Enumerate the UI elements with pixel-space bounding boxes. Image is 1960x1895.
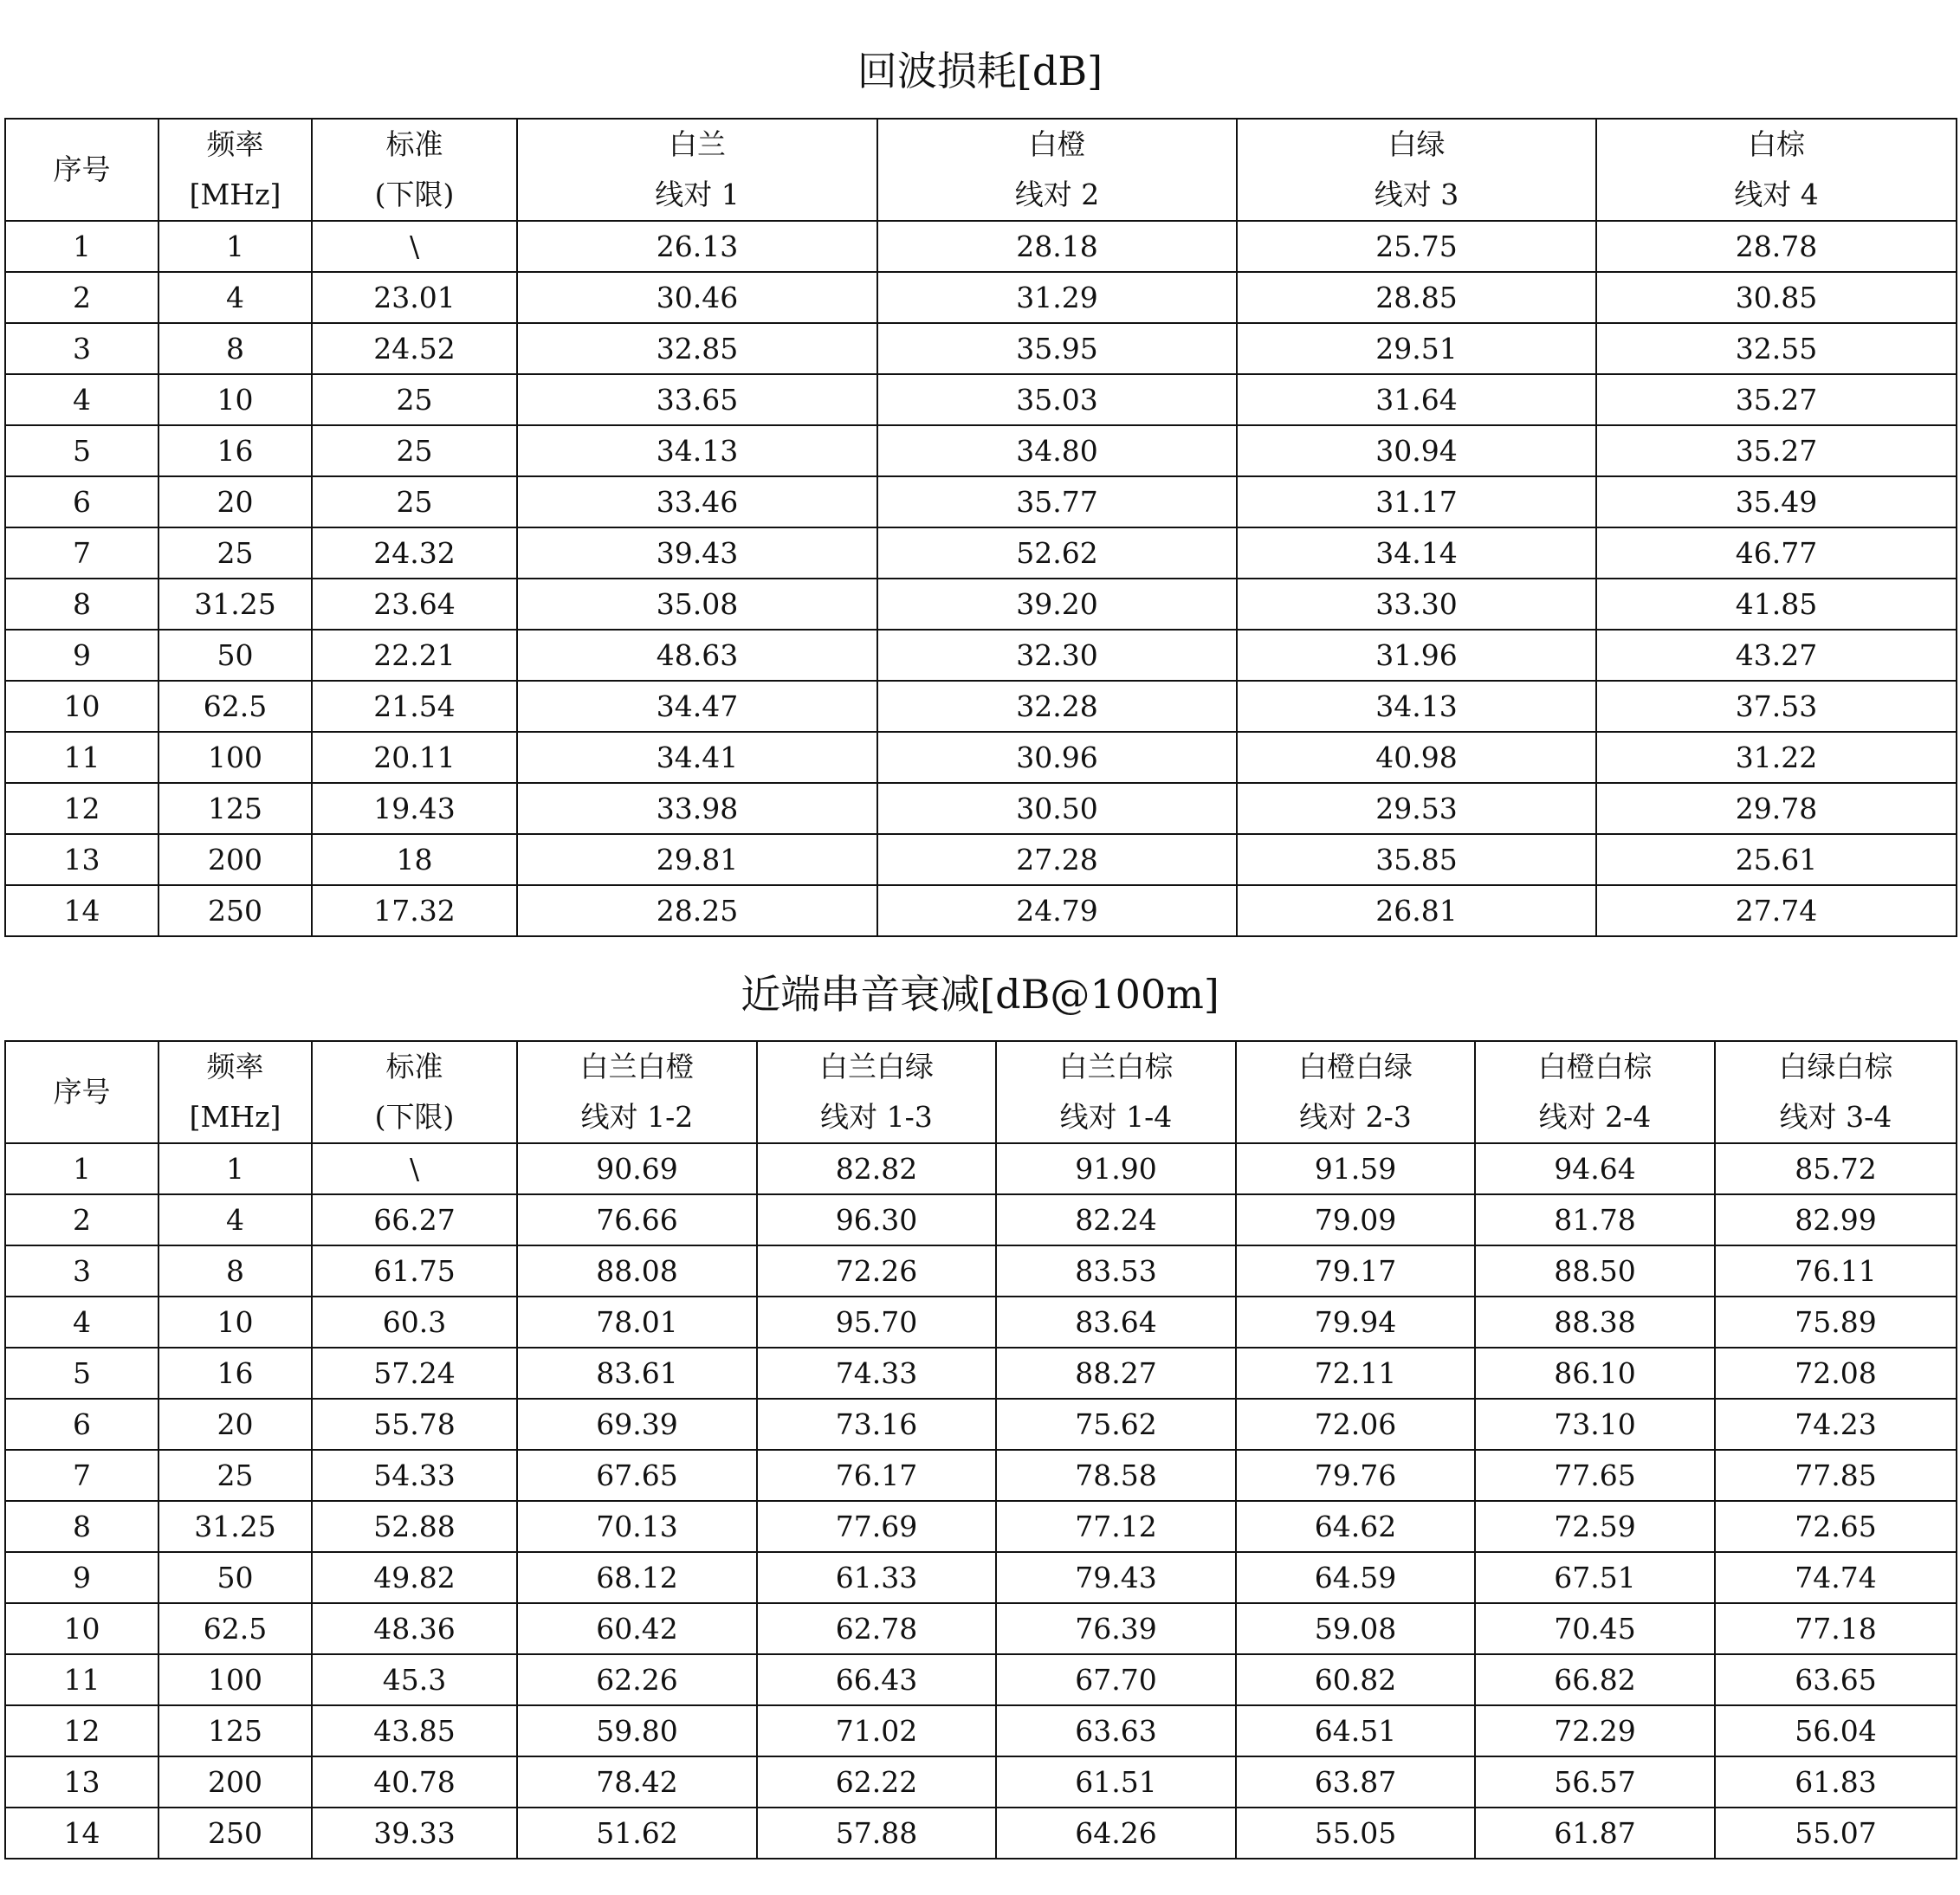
table-cell: 10 xyxy=(5,1603,158,1654)
table-cell: 55.05 xyxy=(1236,1808,1475,1859)
table-cell: 50 xyxy=(158,630,312,681)
table-cell: 52.88 xyxy=(312,1501,517,1552)
table-cell: 25.61 xyxy=(1596,834,1957,885)
table-cell: 57.24 xyxy=(312,1348,517,1399)
table-cell: 125 xyxy=(158,1705,312,1756)
table-row xyxy=(5,1245,1957,1297)
table-cell: 88.08 xyxy=(517,1245,757,1297)
table-cell: 63.87 xyxy=(1236,1756,1475,1808)
table-cell: 78.58 xyxy=(996,1450,1236,1501)
table-cell: 28.18 xyxy=(877,221,1237,272)
table-cell: 82.82 xyxy=(757,1143,996,1194)
table-cell: 81.78 xyxy=(1475,1194,1715,1245)
return-loss-body xyxy=(5,221,1957,936)
table-cell: 67.70 xyxy=(996,1654,1236,1705)
table-cell: 28.25 xyxy=(517,885,877,936)
table-cell: 6 xyxy=(5,1399,158,1450)
table-cell: 13 xyxy=(5,1756,158,1808)
table-cell: 62.22 xyxy=(757,1756,996,1808)
table-cell: 82.99 xyxy=(1715,1194,1957,1245)
table-cell: 5 xyxy=(5,1348,158,1399)
table-cell: 94.64 xyxy=(1475,1143,1715,1194)
table-cell: 66.82 xyxy=(1475,1654,1715,1705)
table-cell: 61.87 xyxy=(1475,1808,1715,1859)
table-cell: 1 xyxy=(5,221,158,272)
table-cell: 64.62 xyxy=(1236,1501,1475,1552)
table-cell: 100 xyxy=(158,732,312,783)
table-cell: 61.33 xyxy=(757,1552,996,1603)
table-cell: 48.63 xyxy=(517,630,877,681)
table-cell: 4 xyxy=(5,374,158,425)
table-cell: 8 xyxy=(5,1501,158,1552)
next-table xyxy=(4,1040,1957,1859)
table-cell: 74.33 xyxy=(757,1348,996,1399)
table-cell: 74.74 xyxy=(1715,1552,1957,1603)
table-cell: 91.90 xyxy=(996,1143,1236,1194)
table-cell: 95.70 xyxy=(757,1297,996,1348)
table-cell: 61.75 xyxy=(312,1245,517,1297)
table-row xyxy=(5,681,1957,732)
table-cell: 43.27 xyxy=(1596,630,1957,681)
table-cell: 75.89 xyxy=(1715,1297,1957,1348)
table-cell: 83.64 xyxy=(996,1297,1236,1348)
table-cell: 79.43 xyxy=(996,1552,1236,1603)
table-cell: 79.17 xyxy=(1236,1245,1475,1297)
table-cell: 35.08 xyxy=(517,579,877,630)
table-row xyxy=(5,885,1957,936)
header-pair-1-4: 白兰白棕 线对 1-4 xyxy=(996,1041,1236,1143)
table-cell: 10 xyxy=(5,681,158,732)
table-cell: 46.77 xyxy=(1596,527,1957,579)
table-cell: 56.04 xyxy=(1715,1705,1957,1756)
table-cell: 83.53 xyxy=(996,1245,1236,1297)
table-cell: 88.27 xyxy=(996,1348,1236,1399)
table-cell: 73.16 xyxy=(757,1399,996,1450)
table-cell: 21.54 xyxy=(312,681,517,732)
table-cell: 10 xyxy=(158,1297,312,1348)
table-cell: 37.53 xyxy=(1596,681,1957,732)
table-cell: 35.27 xyxy=(1596,374,1957,425)
table-cell: 88.38 xyxy=(1475,1297,1715,1348)
table-row xyxy=(5,272,1957,323)
table-cell: 72.59 xyxy=(1475,1501,1715,1552)
table-cell: 11 xyxy=(5,732,158,783)
next-header xyxy=(5,1041,1957,1143)
table-cell: 32.28 xyxy=(877,681,1237,732)
table-cell: 9 xyxy=(5,630,158,681)
table-cell: 67.51 xyxy=(1475,1552,1715,1603)
table-cell: 45.3 xyxy=(312,1654,517,1705)
table-cell: 83.61 xyxy=(517,1348,757,1399)
header-standard: 标准 (下限) xyxy=(312,119,517,221)
table-cell: 35.77 xyxy=(877,476,1237,527)
table-cell: 31.22 xyxy=(1596,732,1957,783)
table-cell: 63.65 xyxy=(1715,1654,1957,1705)
table-row xyxy=(5,1603,1957,1654)
table-cell: 62.5 xyxy=(158,681,312,732)
table-cell: 35.95 xyxy=(877,323,1237,374)
table-cell: 86.10 xyxy=(1475,1348,1715,1399)
table-cell: 24.52 xyxy=(312,323,517,374)
return-loss-table xyxy=(4,118,1957,937)
header-index: 序号 xyxy=(5,1041,158,1143)
table-cell: 3 xyxy=(5,1245,158,1297)
return-loss-title: 回波损耗[dB] xyxy=(857,48,1103,94)
header-pair-2-4: 白橙白棕 线对 2-4 xyxy=(1475,1041,1715,1143)
table-cell: 24.32 xyxy=(312,527,517,579)
table-cell: 79.76 xyxy=(1236,1450,1475,1501)
table-cell: 14 xyxy=(5,1808,158,1859)
table-cell: 49.82 xyxy=(312,1552,517,1603)
table-cell: 100 xyxy=(158,1654,312,1705)
table-cell: 8 xyxy=(5,579,158,630)
table-cell: 33.46 xyxy=(517,476,877,527)
table-cell: 7 xyxy=(5,527,158,579)
table-cell: \ xyxy=(312,1143,517,1194)
table-row xyxy=(5,1501,1957,1552)
table-row xyxy=(5,1808,1957,1859)
table-cell: 10 xyxy=(158,374,312,425)
table-cell: 85.72 xyxy=(1715,1143,1957,1194)
table-cell: 23.64 xyxy=(312,579,517,630)
table-cell: 40.98 xyxy=(1237,732,1596,783)
table-cell: 13 xyxy=(5,834,158,885)
table-cell: 64.26 xyxy=(996,1808,1236,1859)
table-cell: 72.29 xyxy=(1475,1705,1715,1756)
table-cell: 41.85 xyxy=(1596,579,1957,630)
table-cell: 28.78 xyxy=(1596,221,1957,272)
table-cell: 76.11 xyxy=(1715,1245,1957,1297)
table-cell: 34.13 xyxy=(1237,681,1596,732)
table-cell: 72.65 xyxy=(1715,1501,1957,1552)
table-cell: 66.43 xyxy=(757,1654,996,1705)
table-row xyxy=(5,476,1957,527)
table-cell: 25 xyxy=(158,527,312,579)
table-cell: 33.98 xyxy=(517,783,877,834)
table-row xyxy=(5,1654,1957,1705)
table-cell: 32.30 xyxy=(877,630,1237,681)
table-cell: 200 xyxy=(158,1756,312,1808)
table-cell: 31.25 xyxy=(158,1501,312,1552)
table-cell: 31.64 xyxy=(1237,374,1596,425)
table-cell: 75.62 xyxy=(996,1399,1236,1450)
table-cell: 59.80 xyxy=(517,1705,757,1756)
table-cell: 17.32 xyxy=(312,885,517,936)
table-cell: 79.09 xyxy=(1236,1194,1475,1245)
table-cell: 91.59 xyxy=(1236,1143,1475,1194)
header-pair-3: 白绿 线对 3 xyxy=(1237,119,1596,221)
table-cell: 29.81 xyxy=(517,834,877,885)
table-cell: 27.28 xyxy=(877,834,1237,885)
table-cell: 62.78 xyxy=(757,1603,996,1654)
table-cell: 35.49 xyxy=(1596,476,1957,527)
table-cell: 72.11 xyxy=(1236,1348,1475,1399)
table-cell: 12 xyxy=(5,1705,158,1756)
table-cell: 52.62 xyxy=(877,527,1237,579)
table-cell: 48.36 xyxy=(312,1603,517,1654)
table-cell: 76.66 xyxy=(517,1194,757,1245)
table-cell: 18 xyxy=(312,834,517,885)
table-cell: 76.17 xyxy=(757,1450,996,1501)
header-pair-1: 白兰 线对 1 xyxy=(517,119,877,221)
header-pair-2-3: 白橙白绿 线对 2-3 xyxy=(1236,1041,1475,1143)
table-cell: 16 xyxy=(158,425,312,476)
table-cell: 31.96 xyxy=(1237,630,1596,681)
table-row xyxy=(5,1194,1957,1245)
table-cell: \ xyxy=(312,221,517,272)
header-pair-1-2: 白兰白橙 线对 1-2 xyxy=(517,1041,757,1143)
table-cell: 1 xyxy=(158,1143,312,1194)
header-row xyxy=(5,119,1957,221)
table-cell: 9 xyxy=(5,1552,158,1603)
table-cell: 88.50 xyxy=(1475,1245,1715,1297)
header-pair-4: 白棕 线对 4 xyxy=(1596,119,1957,221)
table-cell: 23.01 xyxy=(312,272,517,323)
table-cell: 8 xyxy=(158,323,312,374)
table-cell: 76.39 xyxy=(996,1603,1236,1654)
table-cell: 73.10 xyxy=(1475,1399,1715,1450)
table-cell: 4 xyxy=(158,1194,312,1245)
table-cell: 50 xyxy=(158,1552,312,1603)
table-cell: 60.3 xyxy=(312,1297,517,1348)
table-cell: 74.23 xyxy=(1715,1399,1957,1450)
table-cell: 25.75 xyxy=(1237,221,1596,272)
table-cell: 77.65 xyxy=(1475,1450,1715,1501)
table-cell: 19.43 xyxy=(312,783,517,834)
table-cell: 5 xyxy=(5,425,158,476)
table-row xyxy=(5,1705,1957,1756)
table-cell: 43.85 xyxy=(312,1705,517,1756)
table-cell: 35.85 xyxy=(1237,834,1596,885)
table-cell: 77.69 xyxy=(757,1501,996,1552)
table-cell: 2 xyxy=(5,272,158,323)
table-cell: 61.51 xyxy=(996,1756,1236,1808)
table-row xyxy=(5,527,1957,579)
table-cell: 64.59 xyxy=(1236,1552,1475,1603)
table-cell: 20.11 xyxy=(312,732,517,783)
table-cell: 61.83 xyxy=(1715,1756,1957,1808)
table-cell: 62.5 xyxy=(158,1603,312,1654)
table-row xyxy=(5,323,1957,374)
table-cell: 12 xyxy=(5,783,158,834)
header-frequency: 频率 [MHz] xyxy=(158,1041,312,1143)
table-cell: 72.06 xyxy=(1236,1399,1475,1450)
table-cell: 69.39 xyxy=(517,1399,757,1450)
table-cell: 57.88 xyxy=(757,1808,996,1859)
table-cell: 4 xyxy=(158,272,312,323)
next-title: 近端串音衰减[dB@100m] xyxy=(741,971,1219,1018)
table-cell: 25 xyxy=(312,476,517,527)
table-cell: 24.79 xyxy=(877,885,1237,936)
table-cell: 77.18 xyxy=(1715,1603,1957,1654)
table-cell: 26.13 xyxy=(517,221,877,272)
table-cell: 66.27 xyxy=(312,1194,517,1245)
table-cell: 11 xyxy=(5,1654,158,1705)
table-cell: 51.62 xyxy=(517,1808,757,1859)
table-cell: 55.78 xyxy=(312,1399,517,1450)
table-cell: 78.42 xyxy=(517,1756,757,1808)
table-cell: 20 xyxy=(158,476,312,527)
table-cell: 29.78 xyxy=(1596,783,1957,834)
table-cell: 29.51 xyxy=(1237,323,1596,374)
table-cell: 29.53 xyxy=(1237,783,1596,834)
table-cell: 82.24 xyxy=(996,1194,1236,1245)
table-cell: 62.26 xyxy=(517,1654,757,1705)
table-cell: 67.65 xyxy=(517,1450,757,1501)
table-cell: 26.81 xyxy=(1237,885,1596,936)
table-row xyxy=(5,1348,1957,1399)
table-row xyxy=(5,783,1957,834)
table-row xyxy=(5,374,1957,425)
header-standard: 标准 (下限) xyxy=(312,1041,517,1143)
table-cell: 16 xyxy=(158,1348,312,1399)
table-cell: 96.30 xyxy=(757,1194,996,1245)
table-cell: 1 xyxy=(5,1143,158,1194)
table-row xyxy=(5,425,1957,476)
table-cell: 79.94 xyxy=(1236,1297,1475,1348)
table-cell: 33.30 xyxy=(1237,579,1596,630)
table-cell: 32.55 xyxy=(1596,323,1957,374)
table-row xyxy=(5,1552,1957,1603)
table-cell: 31.29 xyxy=(877,272,1237,323)
table-cell: 32.85 xyxy=(517,323,877,374)
table-cell: 200 xyxy=(158,834,312,885)
table-cell: 250 xyxy=(158,1808,312,1859)
table-cell: 3 xyxy=(5,323,158,374)
table-row xyxy=(5,221,1957,272)
table-cell: 30.46 xyxy=(517,272,877,323)
table-cell: 20 xyxy=(158,1399,312,1450)
table-row xyxy=(5,1450,1957,1501)
table-cell: 33.65 xyxy=(517,374,877,425)
table-cell: 34.80 xyxy=(877,425,1237,476)
table-cell: 7 xyxy=(5,1450,158,1501)
table-cell: 70.13 xyxy=(517,1501,757,1552)
table-row xyxy=(5,1143,1957,1194)
table-cell: 72.26 xyxy=(757,1245,996,1297)
table-cell: 6 xyxy=(5,476,158,527)
table-cell: 30.94 xyxy=(1237,425,1596,476)
table-cell: 34.13 xyxy=(517,425,877,476)
table-cell: 28.85 xyxy=(1237,272,1596,323)
table-cell: 35.27 xyxy=(1596,425,1957,476)
table-cell: 78.01 xyxy=(517,1297,757,1348)
table-row xyxy=(5,1297,1957,1348)
table-cell: 64.51 xyxy=(1236,1705,1475,1756)
table-cell: 34.47 xyxy=(517,681,877,732)
table-cell: 60.82 xyxy=(1236,1654,1475,1705)
next-body xyxy=(5,1143,1957,1859)
table-cell: 34.14 xyxy=(1237,527,1596,579)
table-cell: 68.12 xyxy=(517,1552,757,1603)
table-cell: 14 xyxy=(5,885,158,936)
table-cell: 22.21 xyxy=(312,630,517,681)
table-cell: 70.45 xyxy=(1475,1603,1715,1654)
table-cell: 25 xyxy=(312,374,517,425)
table-cell: 8 xyxy=(158,1245,312,1297)
table-cell: 72.08 xyxy=(1715,1348,1957,1399)
header-index: 序号 xyxy=(5,119,158,221)
table-row xyxy=(5,579,1957,630)
table-row xyxy=(5,630,1957,681)
table-cell: 25 xyxy=(312,425,517,476)
table-cell: 30.50 xyxy=(877,783,1237,834)
table-cell: 4 xyxy=(5,1297,158,1348)
table-cell: 71.02 xyxy=(757,1705,996,1756)
table-cell: 125 xyxy=(158,783,312,834)
table-cell: 30.96 xyxy=(877,732,1237,783)
table-cell: 250 xyxy=(158,885,312,936)
table-cell: 39.43 xyxy=(517,527,877,579)
table-cell: 59.08 xyxy=(1236,1603,1475,1654)
header-pair-3-4: 白绿白棕 线对 3-4 xyxy=(1715,1041,1957,1143)
table-row xyxy=(5,732,1957,783)
table-cell: 30.85 xyxy=(1596,272,1957,323)
table-cell: 1 xyxy=(158,221,312,272)
table-cell: 63.63 xyxy=(996,1705,1236,1756)
table-row xyxy=(5,834,1957,885)
table-cell: 54.33 xyxy=(312,1450,517,1501)
header-pair-2: 白橙 线对 2 xyxy=(877,119,1237,221)
table-cell: 90.69 xyxy=(517,1143,757,1194)
return-loss-header xyxy=(5,119,1957,221)
header-row xyxy=(5,1041,1957,1143)
table-cell: 60.42 xyxy=(517,1603,757,1654)
table-cell: 35.03 xyxy=(877,374,1237,425)
table-cell: 40.78 xyxy=(312,1756,517,1808)
table-cell: 25 xyxy=(158,1450,312,1501)
table-cell: 39.33 xyxy=(312,1808,517,1859)
table-row xyxy=(5,1756,1957,1808)
header-frequency: 频率 [MHz] xyxy=(158,119,312,221)
table-cell: 31.25 xyxy=(158,579,312,630)
table-cell: 31.17 xyxy=(1237,476,1596,527)
table-cell: 55.07 xyxy=(1715,1808,1957,1859)
table-cell: 77.85 xyxy=(1715,1450,1957,1501)
table-cell: 56.57 xyxy=(1475,1756,1715,1808)
header-pair-1-3: 白兰白绿 线对 1-3 xyxy=(757,1041,996,1143)
table-row xyxy=(5,1399,1957,1450)
table-cell: 27.74 xyxy=(1596,885,1957,936)
table-cell: 34.41 xyxy=(517,732,877,783)
table-cell: 77.12 xyxy=(996,1501,1236,1552)
table-cell: 39.20 xyxy=(877,579,1237,630)
table-cell: 2 xyxy=(5,1194,158,1245)
